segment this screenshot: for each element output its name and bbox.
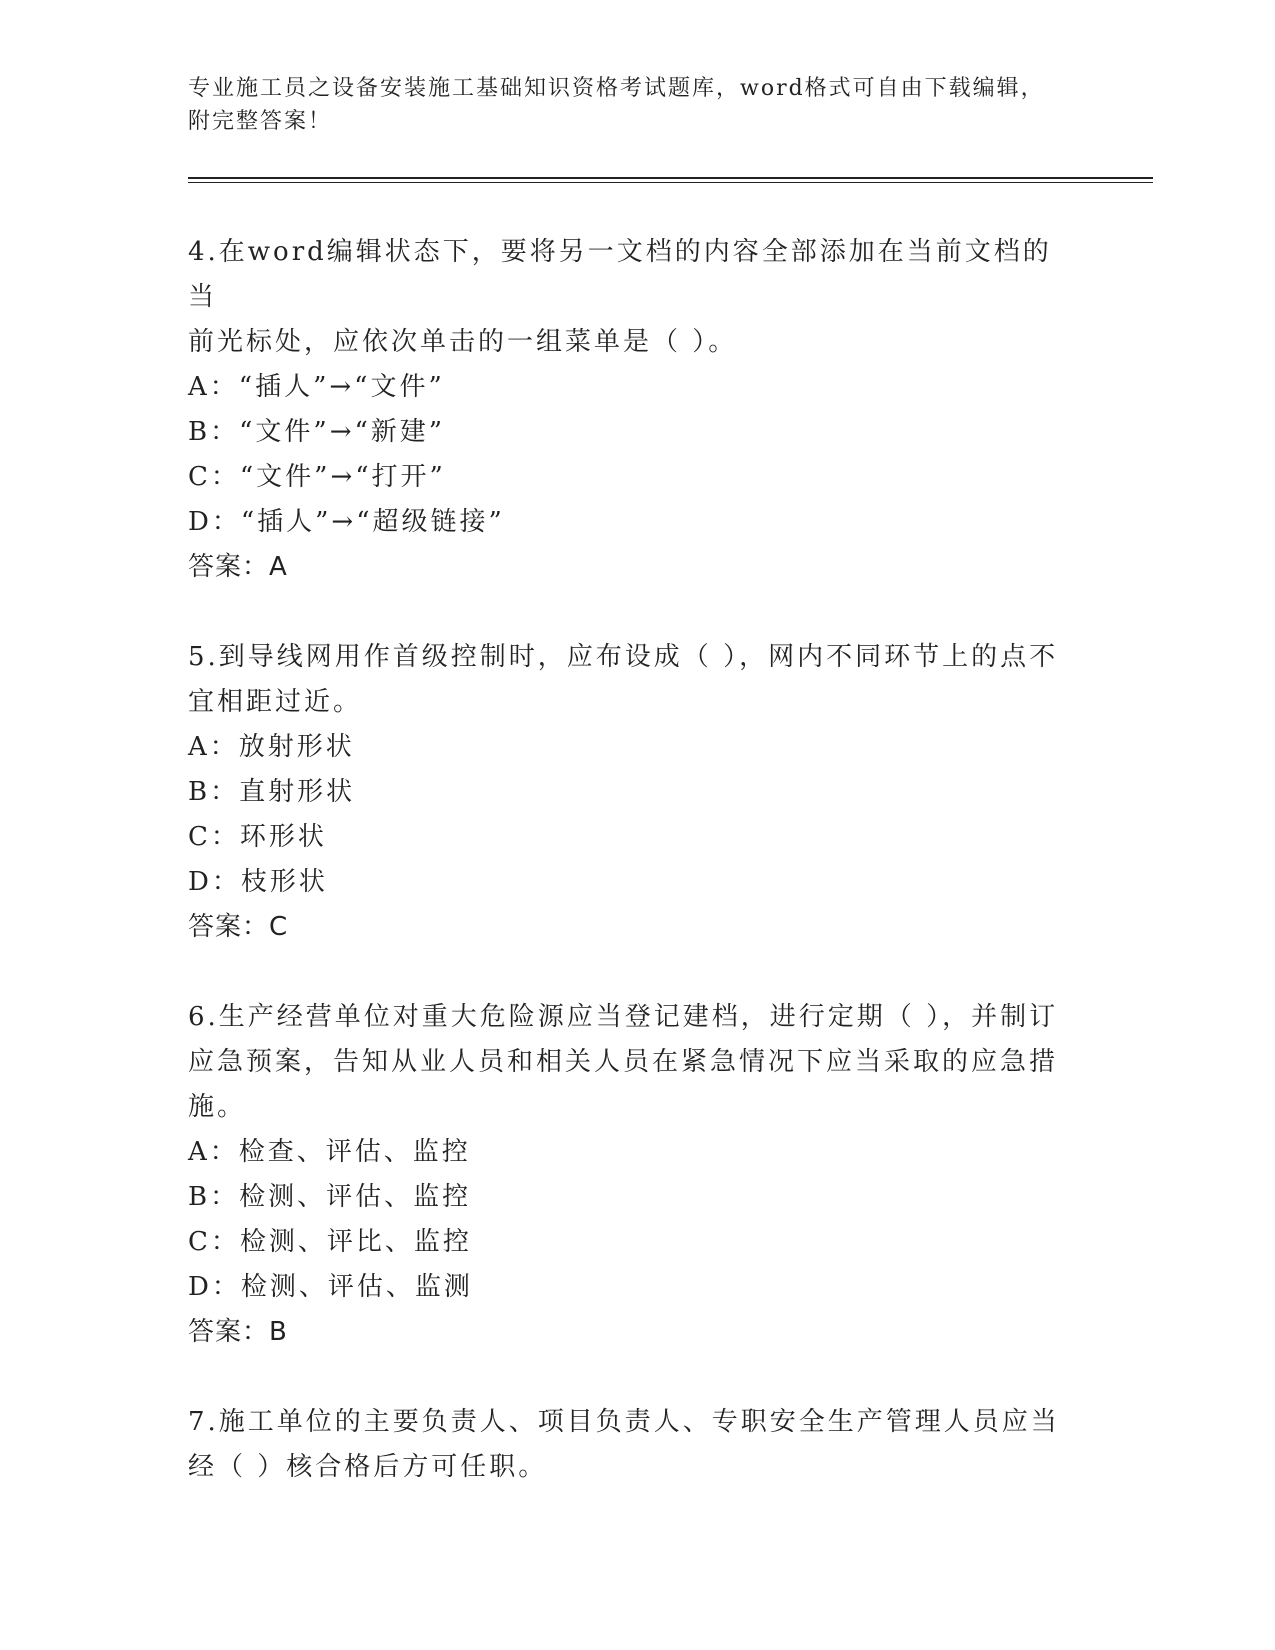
header-line-2: 附完整答案！ [188, 109, 333, 134]
option-c: C：“文件”→“打开” [188, 462, 446, 492]
question-5 [188, 635, 1078, 950]
question-stem-line: 宜相距过近。 [188, 687, 363, 717]
question-stem-line: 施。 [188, 1092, 247, 1122]
question-stem-line: 7.施工单位的主要负责人、项目负责人、专职安全生产管理人员应当 [188, 1407, 1060, 1437]
question-stem-line: 经（ ）核合格后方可任职。 [188, 1452, 548, 1482]
question-stem-line: 前光标处，应依次单击的一组菜单是（ ）。 [188, 327, 738, 357]
option-a: A：“插人”→“文件” [188, 372, 445, 402]
option-c: C：检测、评比、监控 [188, 1227, 472, 1257]
option-d: D：枝形状 [188, 867, 328, 897]
option-b: B：检测、评估、监控 [188, 1182, 472, 1212]
question-4 [188, 230, 1078, 590]
header-line-1: 专业施工员之设备安装施工基础知识资格考试题库，word格式可自由下载编辑， [188, 76, 1045, 101]
answer-line: 答案：B [188, 1317, 288, 1347]
question-stem-line: 4.在word编辑状态下，要将另一文档的内容全部添加在当前文档的当 [188, 237, 1052, 312]
question-6 [188, 995, 1078, 1355]
option-a: A：放射形状 [188, 732, 355, 762]
option-b: B：直射形状 [188, 777, 356, 807]
question-7 [188, 1400, 1078, 1490]
option-b: B：“文件”→“新建” [188, 417, 446, 447]
question-stem-line: 应急预案，告知从业人员和相关人员在紧急情况下应当采取的应急措 [188, 1047, 1059, 1077]
question-stem-line: 6.生产经营单位对重大危险源应当登记建档，进行定期（ ），并制订 [188, 1002, 1059, 1032]
header-divider-thin [188, 182, 1153, 183]
option-a: A：检查、评估、监控 [188, 1137, 471, 1167]
document-header [188, 72, 1068, 138]
option-d: D：“插人”→“超级链接” [188, 507, 505, 537]
answer-line: 答案：C [188, 912, 289, 942]
option-c: C：环形状 [188, 822, 327, 852]
question-stem-line: 5.到导线网用作首级控制时，应布设成（ ），网内不同环节上的点不 [188, 642, 1059, 672]
option-d: D：检测、评估、监测 [188, 1272, 473, 1302]
header-divider-thick [188, 177, 1153, 179]
answer-line: 答案：A [188, 552, 288, 582]
question-list [188, 230, 1078, 1535]
